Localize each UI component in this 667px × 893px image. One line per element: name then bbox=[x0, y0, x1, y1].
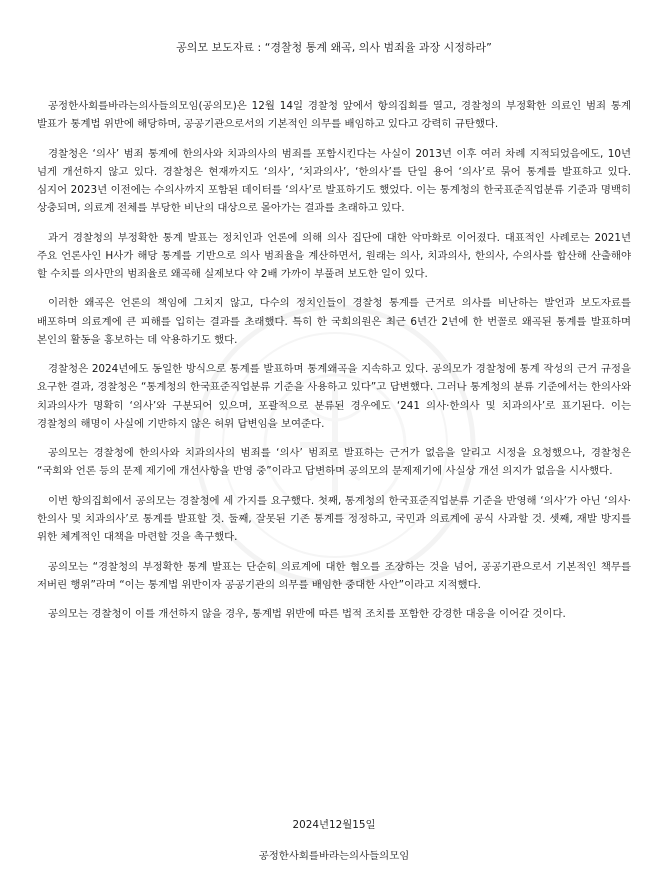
paragraph-5: 경찰청은 2024년에도 동일한 방식으로 통계를 발표하며 통계왜곡을 지속하고 있다. 공의모가 경찰청에 통계 작성의 근거 규정을 요구한 결과, 경찰청은 “통계청의 한국표준직업분류 기준을 사용하고 있다”고 답변했다. 그러나 통계청의 분류 기준에서는 한의사와 치과의사가 명확히 ‘의사’와 구분되어 있으며, 포괄적으로 분류된 경우에도 ‘241 의사·한의사 및 치과의사’로 표기된다. 이는 경찰청의 해명이 사실에 기반하지 않은 허위 답변임을 보여준다. bbox=[37, 363, 631, 430]
paragraph-2: 경찰청은 ‘의사’ 범죄 통계에 한의사와 치과의사의 범죄를 포함시킨다는 사실이 2013년 이후 여러 차례 지적되었음에도, 10년 넘게 개선하지 않고 있다. 경찰청은 현재까지도 ‘의사’, ‘치과의사’, ‘한의사’를 단일 용어 ‘의사’로 묶어 통계를 발표하고 있다. 심지어 2023년 이전에는 수의사까지 포함된 데이터를 ‘의사’로 발표하기도 했었다. 이는 통계청의 한국표준직업분류 기준과 명백히 상충되며, 의료계 전체를 부당한 비난의 대상으로 몰아가는 결과를 초래하고 있다. bbox=[37, 147, 631, 215]
paragraph-7: 이번 항의집회에서 공의모는 경찰청에 세 가지를 요구했다. 첫째, 통계청의 한국표준직업분류 기준을 반영해 ‘의사’가 아닌 ‘의사·한의사 및 치과의사’로 통계를 발표할 것. 둘째, 잘못된 기존 통계를 정정하고, 국민과 의료계에 공식 사과할 것. 셋째, 재발 방지를 위한 체계적인 대책을 마련할 것을 촉구했다. bbox=[37, 494, 631, 544]
document-title: 공의모 보도자료 : “경찰청 통계 왜곡, 의사 범죄율 과장 시정하라” bbox=[176, 41, 492, 54]
document-body bbox=[37, 97, 631, 635]
paragraph-6: 공의모는 경찰청에 한의사와 치과의사의 범죄를 ‘의사’ 범죄로 발표하는 근거가 없음을 알리고 시정을 요청했으나, 경찰청은 “국회와 언론 등의 문제 제기에 개선사항을 반영 중”이라고 답변하며 공의모의 문제제기에 사실상 개선 의지가 없음을 시사했다. bbox=[37, 447, 631, 478]
paragraph-1: 공정한사회를바라는의사들의모임(공의모)은 12월 14일 경찰청 앞에서 항의집회를 열고, 경찰청의 부정확한 의료인 범죄 통계 발표가 통계법 위반에 해당하며, 공공기관으로서의 기본적인 의무를 배임하고 있다고 강력히 규탄했다. bbox=[37, 100, 631, 131]
paragraph-9: 공의모는 경찰청이 이를 개선하지 않을 경우, 통계법 위반에 따른 법적 조치를 포함한 강경한 대응을 이어갈 것이다. bbox=[48, 608, 566, 621]
paragraph-3: 과거 경찰청의 부정확한 통계 발표는 정치인과 언론에 의해 의사 집단에 대한 악마화로 이어졌다. 대표적인 사례로는 2021년 주요 언론사인 H사가 해당 통계를 기반으로 의사 범죄율을 계산하면서, 원래는 의사, 치과의사, 한의사, 수의사를 합산해 산출해야 할 수치를 의사만의 범죄율로 왜곡해 실제보다 약 2배 가까이 부풀려 보도한 일이 있다. bbox=[37, 231, 631, 280]
paragraph-8: 공의모는 “경찰청의 부정확한 통계 발표는 단순히 의료계에 대한 혐오를 조장하는 것을 넘어, 공공기관으로서 기본적인 책무를 저버린 행위”라며 “이는 통계법 위반이자 공공기관의 의무를 배임한 중대한 사안”이라고 지적했다. bbox=[37, 560, 631, 591]
paragraph-4: 이러한 왜곡은 언론의 책임에 그치지 않고, 다수의 정치인들이 경찰청 통계를 근거로 의사를 비난하는 발언과 보도자료를 배포하며 의료계에 큰 피해를 입히는 결과를 초래했다. 특히 한 국회의원은 최근 6년간 2년에 한 번꼴로 왜곡된 통계를 발표하며 본인의 활동을 홍보하는 데 악용하기도 했다. bbox=[37, 297, 631, 346]
document-date: 2024년12월15일 bbox=[292, 819, 376, 831]
organization-name: 공정한사회를바라는의사들의모임 bbox=[258, 850, 410, 862]
